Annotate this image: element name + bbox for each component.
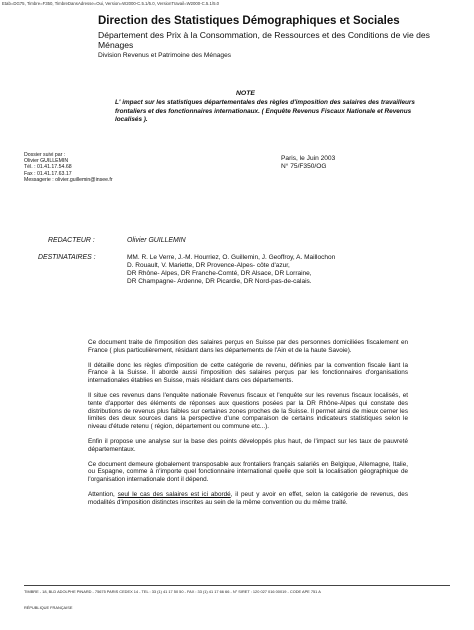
document-metadata-line: Etab=DG75, Timbre=F350, TimbreDansAdresse=Oui, Version=W2000-C.5.1/5.0, VersionTravail=W2000-C.5.1/5.0 xyxy=(2,1,220,6)
dossier-email: Messagerie : olivier.guillemin@insee.fr xyxy=(24,176,113,183)
dossier-contact-block xyxy=(24,152,113,183)
destinataires-line: DR Rhône- Alpes, DR Franche-Comté, DR Alsace, DR Lorraine, xyxy=(127,270,312,278)
body-paragraph: Ce document traite de l'imposition des salaires perçus en Suisse par des personnes domiciliées fiscalement en France ( plus particulièrement, résidant dans les départements de l'Ain et de la haute Savoie). xyxy=(88,339,408,354)
dossier-name: Olivier GUILLEMIN xyxy=(24,158,69,165)
footer-country: RÉPUBLIQUE FRANÇAISE xyxy=(24,605,73,610)
note-heading: NOTE xyxy=(236,90,255,97)
document-date: Paris, le Juin 2003 xyxy=(281,155,336,162)
destinataires-line: MM. R. Le Verre, J.-M. Hourriez, O. Guillemin, J. Geoffroy, A. Maillochon xyxy=(127,254,336,261)
destinataires-line: DR Champagne- Ardenne, DR Picardie, DR Nord-pas-de-calais. xyxy=(127,278,312,286)
direction-title: Direction des Statistiques Démographiques et Sociales xyxy=(98,15,400,27)
department-subtitle: Département des Prix à la Consommation, de Ressources et des Conditions de vie des Ménages xyxy=(98,30,430,50)
attention-rest: , il peut y avoir en effet, selon la catégorie de revenus, des modalités d'imposition distinctes inscrites au sein de la même convention ou du même traité. xyxy=(88,490,409,506)
attention-prefix: Attention, xyxy=(88,490,118,498)
document-body xyxy=(88,339,408,514)
footer-divider xyxy=(24,585,450,586)
destinataires-line: D. Rouault, V. Mariette, DR Provence-Alpes- côte d'azur, xyxy=(127,262,290,270)
redacteur-label: REDACTEUR : xyxy=(48,237,95,244)
footer-address: TIMBRE - 18, BLD ADOLPHE PINARD - 75675 PARIS CEDEX 14 - TEL : 33 (1) 41 17 50 50 - FAX : 33 (1) 41 17 66 66 - N° SIRET : 120 027 016 00019 - CODE APE 751 A xyxy=(24,589,321,594)
body-paragraph: Il situe ces revenus dans l'enquête nationale Revenus fiscaux et l'enquête sur les revenus fiscaux localisés, et tente d'apporter des éléments de réponses aux questions posées par la DR Rhône-Alpes qui constate des distributions de revenus plus faibles sur certaines zones proches de la Suisse. Il permet ainsi de mieux cerner les limites des deux sources dans la perspective d'une comparaison de certains indicateurs statistiques selon le niveau d'étude retenu ( région, département ou commune etc...). xyxy=(88,391,408,431)
document-reference: N° 75/F350/OG xyxy=(281,163,327,171)
place-date-block xyxy=(281,155,335,172)
division-name: Division Revenus et Patrimoine des Ménages xyxy=(98,52,232,59)
redacteur-name: Olivier GUILLEMIN xyxy=(127,237,186,244)
destinataires-list xyxy=(127,254,335,286)
attention-underlined: seul le cas des salaires est ici abordé xyxy=(117,490,231,498)
body-paragraph: Enfin il propose une analyse sur la base des points développés plus haut, de l'impact sur les taux de pauvreté départementaux. xyxy=(88,437,408,453)
destinataires-label: DESTINATAIRES : xyxy=(38,254,96,261)
body-paragraph-attention xyxy=(88,491,408,507)
dossier-label: Dossier suivi par : xyxy=(24,152,66,158)
dossier-phone: Tél. : 01.41.17.54.68 xyxy=(24,164,72,171)
body-paragraph: Il détaille donc les règles d'imposition de cette catégorie de revenu, définies par la convention fiscale liant la France à la Suisse. Il aborde aussi l'imposition des salaires perçus par les fonctionnaires d'organisations internationales établies en Suisse, mais résidant dans ces départements. xyxy=(88,361,408,385)
dossier-fax: Fax : 01.41.17.63.17 xyxy=(24,170,72,177)
body-paragraph: Ce document demeure globalement transposable aux frontaliers français salariés en Belgique, Allemagne, Italie, ou Espagne, comme à n'importe quel fonctionnaire international quelle que soit la localisation géographique de l'organisation internationale dont il dépend. xyxy=(88,460,408,484)
note-subject: L' impact sur les statistiques départementales des règles d'imposition des salaires des travailleurs frontaliers et des fonctionnaires internationaux. ( Enquête Revenus Fiscaux Nationale et Revenus localisés ). xyxy=(115,99,415,124)
